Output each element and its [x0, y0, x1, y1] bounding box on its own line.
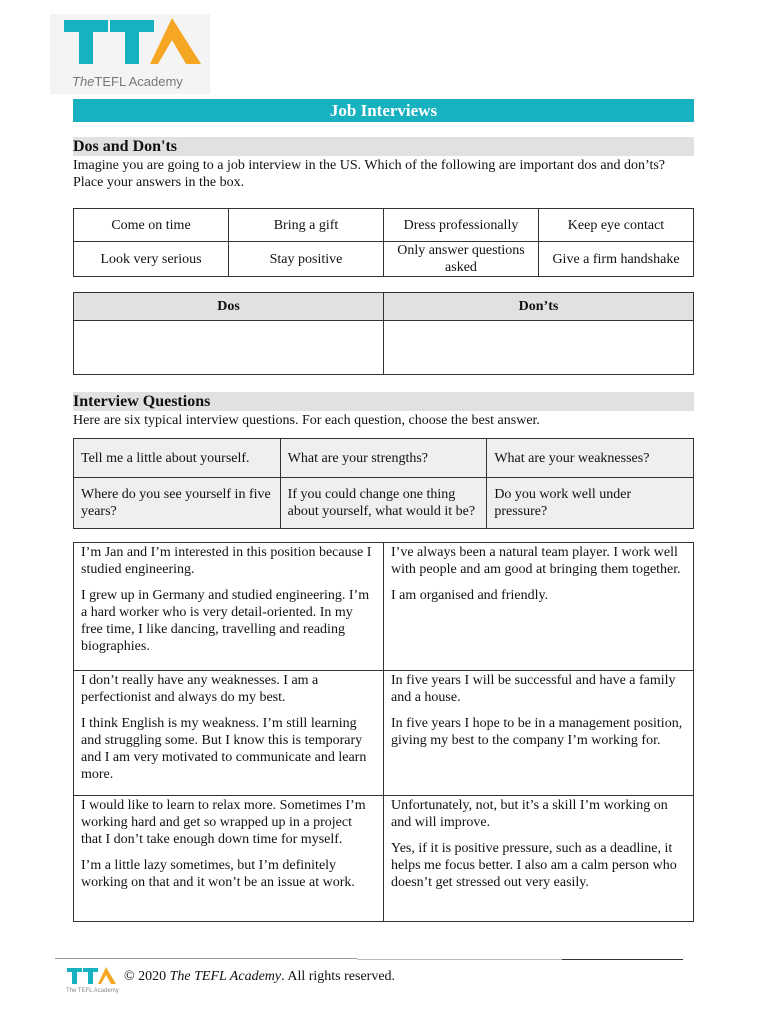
word-bank-cell: Bring a gift [229, 209, 384, 242]
question-cell: Tell me a little about yourself. [74, 439, 281, 478]
answer-option: I think English is my weakness. I’m still learning and struggling some. But I know this is temporary and I am very motivated to communicate and learn more. [81, 716, 367, 782]
answers-table [73, 542, 694, 922]
answer-cell [74, 543, 384, 671]
page-title: Job Interviews [73, 99, 694, 122]
word-bank-cell: Give a firm handshake [539, 242, 694, 277]
answer-option: I’ve always been a natural team player. I work well with people and am good at bringing them together. [391, 545, 681, 577]
word-bank-cell: Stay positive [229, 242, 384, 277]
footer-divider [562, 959, 683, 960]
logo-tagline: TheTEFL Academy [72, 74, 183, 89]
answer-cell [384, 543, 694, 671]
section1-instructions: Imagine you are going to a job interview in the US. Which of the following are important dos and don’ts? Place your answers in the box. [73, 158, 666, 190]
footer-divider [357, 959, 562, 960]
word-bank-cell: Keep eye contact [539, 209, 694, 242]
answer-option: I don’t really have any weaknesses. I am a perfectionist and always do my best. [81, 673, 319, 705]
answer-option: Unfortunately, not, but it’s a skill I’m working on and will improve. [391, 798, 668, 830]
section-heading-interview-questions: Interview Questions [73, 392, 694, 411]
donts-answer-box[interactable] [384, 321, 694, 375]
tefl-academy-logo [50, 14, 210, 94]
dos-header: Dos [74, 293, 384, 321]
word-bank-cell: Come on time [74, 209, 229, 242]
question-cell: What are your strengths? [280, 439, 487, 478]
section2-instructions: Here are six typical interview questions. For each question, choose the best answer. [73, 413, 540, 428]
questions-table [73, 438, 694, 529]
answer-option: I would like to learn to relax more. Sometimes I’m working hard and get so wrapped up in a project that I don’t take enough down time for myself. [81, 798, 366, 847]
answer-option: In five years I will be successful and have a family and a house. [391, 673, 676, 705]
word-bank-cell: Only answer questions asked [384, 242, 539, 277]
tta-logo-mark [60, 16, 205, 74]
word-bank-table [73, 208, 694, 277]
copyright-notice: © 2020 The TEFL Academy. All rights reserved. [124, 969, 396, 984]
answer-option: I am organised and friendly. [391, 588, 549, 603]
answer-option: I’m Jan and I’m interested in this position because I studied engineering. [81, 545, 372, 577]
footer-logo-tagline: The TEFL Academy [66, 988, 119, 994]
question-cell: Where do you see yourself in five years? [74, 478, 281, 529]
answer-cell [384, 796, 694, 922]
dos-donts-answer-table [73, 292, 694, 375]
answer-option: Yes, if it is positive pressure, such as a deadline, it helps me focus better. I also am a calm person who doesn’t get stressed out very easily. [391, 841, 677, 890]
word-bank-cell: Dress professionally [384, 209, 539, 242]
question-cell: What are your weaknesses? [487, 439, 694, 478]
answer-option: I’m a little lazy sometimes, but I’m definitely working on that and it won’t be an issue at work. [81, 858, 355, 890]
answer-cell [74, 671, 384, 796]
section-heading-dos-donts: Dos and Don'ts [73, 137, 694, 156]
answer-option: I grew up in Germany and studied engineering. I’m a hard worker who is very detail-oriented. In my free time, I like dancing, travelling and reading biographies. [81, 588, 370, 654]
answer-cell [74, 796, 384, 922]
footer-divider [55, 958, 357, 959]
question-cell: Do you work well under pressure? [487, 478, 694, 529]
dos-answer-box[interactable] [74, 321, 384, 375]
answer-option: In five years I hope to be in a management position, giving my best to the company I’m working for. [391, 716, 683, 748]
question-cell: If you could change one thing about yourself, what would it be? [280, 478, 487, 529]
donts-header: Don’ts [384, 293, 694, 321]
answer-cell [384, 671, 694, 796]
word-bank-cell: Look very serious [74, 242, 229, 277]
